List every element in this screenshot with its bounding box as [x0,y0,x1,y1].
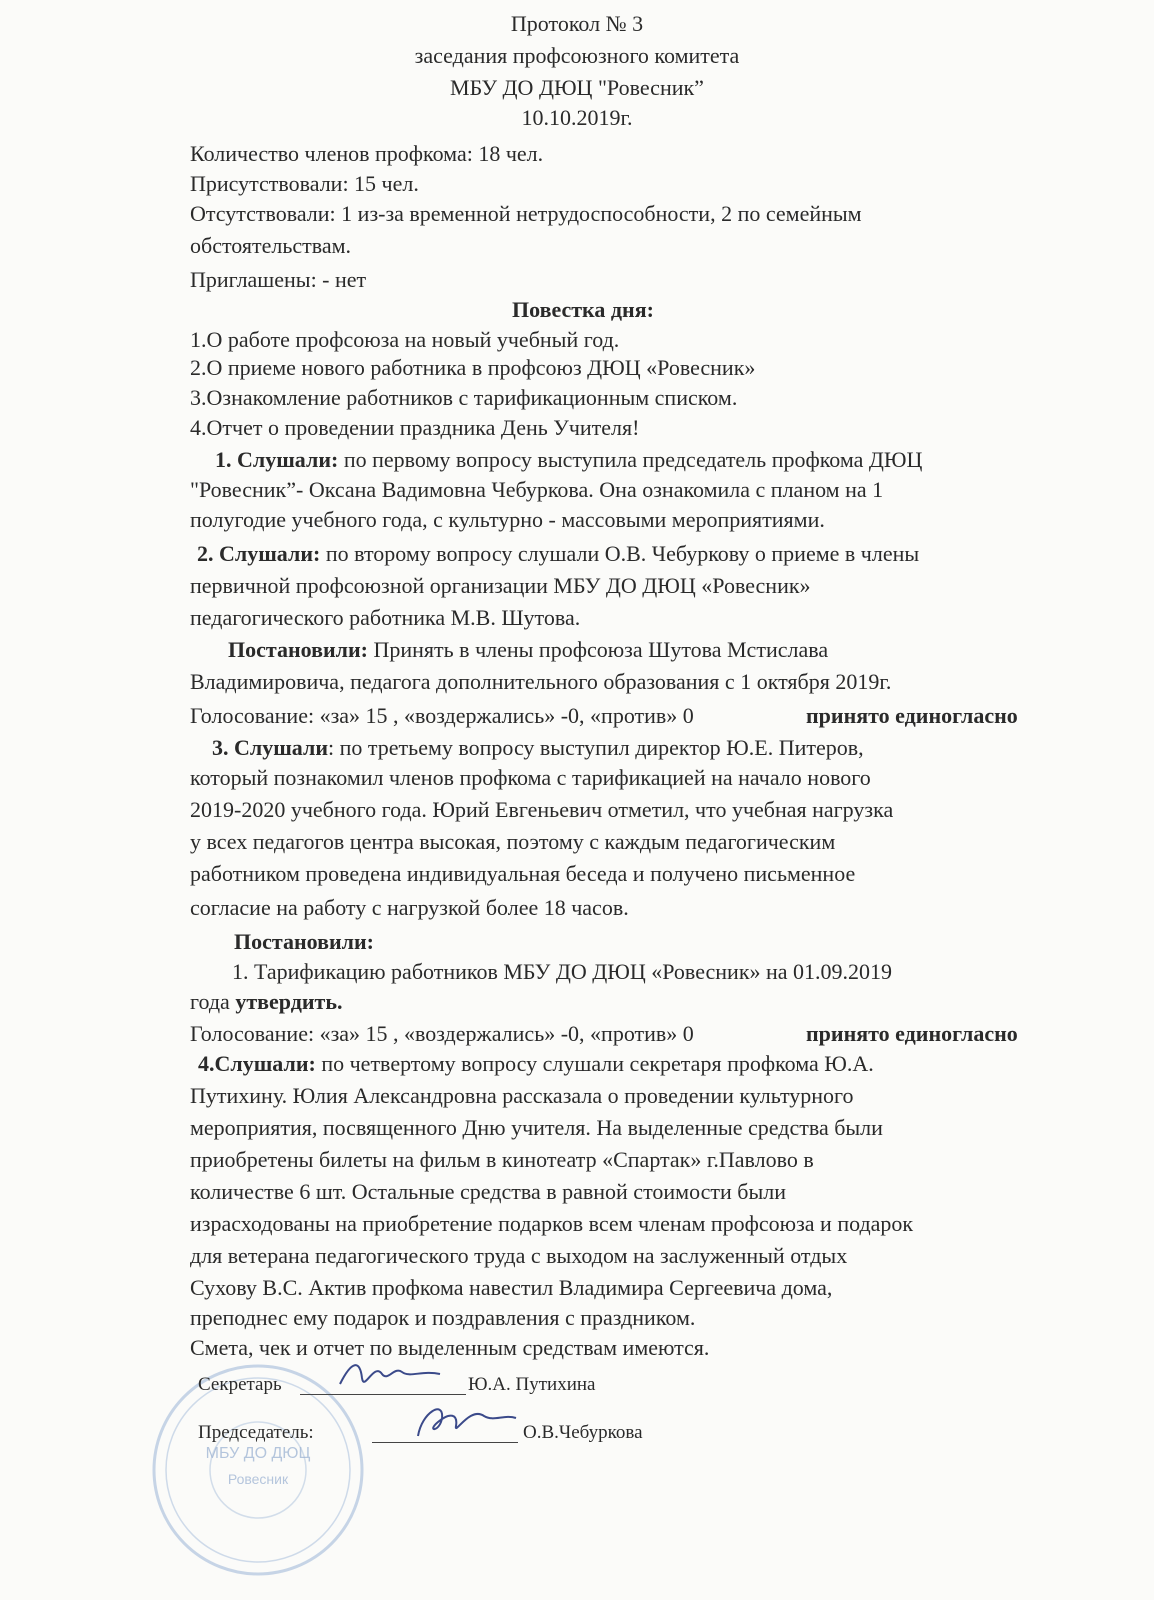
item4-line-3: мероприятия, посвященного Дню учителя. На выделенные средства были [190,1115,883,1140]
item3-vote: Голосование: «за» 15 , «воздержались» -0, «против» 0 [190,1021,694,1046]
protocol-date: 10.10.2019г. [521,105,633,130]
item4-line-5: количестве 6 шт. Остальные средства в равной стоимости были [190,1179,787,1204]
item1-line-3: полугодие учебного года, с культурно - массовыми мероприятиями. [190,507,825,532]
item3-line-6: согласие на работу с нагрузкой более 18 часов. [190,895,629,920]
item2-resolved-line-2: Владимировича, педагога дополнительного образования с 1 октября 2019г. [190,669,892,694]
chair-signature [404,1392,524,1448]
organization-name: МБУ ДО ДЮЦ "Ровесник” [450,75,704,100]
absent-line-1: Отсутствовали: 1 из-за временной нетрудоспособности, 2 по семейным [190,201,862,226]
item2-resolved-label: Постановили: [228,637,368,662]
secretary-name: Ю.А. Путихина [468,1374,596,1395]
agenda-item: 2.О приеме нового работника в профсоюз ДЮЦ «Ровесник» [190,355,756,380]
chair-role: Председатель: [198,1422,314,1443]
item2-label: 2. Слушали: [197,541,321,566]
item3-resolved-line-2 [190,988,342,1016]
present-count: Присутствовали: 15 чел. [190,171,419,196]
item3-resolved-text: года [190,989,236,1014]
item3-resolved-label: Постановили: [234,929,374,954]
item3-resolved-line-1: 1. Тарификацию работников МБУ ДО ДЮЦ «Ровесник» на 01.09.2019 [232,959,893,984]
item2-line-3: педагогического работника М.В. Шутова. [190,605,581,630]
absent-line-2: обстоятельствам. [190,233,352,258]
item3-vote-result: принято единогласно [806,1021,1018,1046]
item3-line-4: у всех педагогов центра высокая, поэтому с каждым педагогическим [190,829,836,854]
item3-approved: утвердить. [235,989,343,1014]
item4-line-8: Сухову В.С. Актив профкома навестил Владимира Сергеевича дома, [190,1275,833,1300]
item1-line-1 [215,446,922,474]
item1-line-2: "Ровесник”- Оксана Вадимовна Чебуркова. Она ознакомила с планом на 1 [190,477,884,502]
item2-text: по второму вопросу слушали О.В. Чебуркову о приеме в члены [320,541,920,566]
item2-resolved-line-1 [228,636,828,664]
agenda-item: 3.Ознакомление работников с тарификационным списком. [190,385,738,410]
item4-line-4: приобретены билеты на фильм в кинотеатр «Спартак» г.Павлово в [190,1147,814,1172]
stamp-line-2: Ровесник [227,1471,289,1487]
item2-vote-result: принято единогласно [806,703,1018,728]
protocol-subtitle: заседания профсоюзного комитета [414,43,740,68]
item2-vote: Голосование: «за» 15 , «воздержались» -0, «против» 0 [190,703,694,728]
item4-line-2: Путихину. Юлия Александровна рассказала о проведении культурного [190,1083,854,1108]
item1-text: по первому вопросу выступила председатель профкома ДЮЦ [338,447,923,472]
item2-line-1 [197,540,919,568]
item4-label: 4.Слушали: [198,1051,316,1076]
item1-label: 1. Слушали: [215,447,339,472]
protocol-title: Протокол № 3 [510,11,644,36]
item2-resolved-text: Принять в члены профсоюза Шутова Мстислава [367,637,829,662]
item3-line-5: работником проведена индивидуальная беседа и получено письменное [190,861,856,886]
item3-line-3: 2019-2020 учебного года. Юрий Евгеньевич отметил, что учебная нагрузка [190,797,894,822]
item4-line-7: для ветерана педагогического труда с выходом на заслуженный отдых [190,1243,848,1268]
agenda-heading: Повестка дня: [512,297,654,322]
agenda-item: 4.Отчет о проведении праздника День Учителя! [190,415,640,440]
secretary-role: Секретарь [198,1374,282,1395]
invited-line: Приглашены: - нет [190,267,367,292]
item3-label: 3. Слушали [212,735,329,760]
item4-line-6: израсходованы на приобретение подарков всем членам профсоюза и подарок [190,1211,914,1236]
stamp-line-1: МБУ ДО ДЮЦ [205,1445,311,1462]
item4-text: по четвертому вопросу слушали секретаря профкома Ю.А. [315,1051,874,1076]
agenda-item: 1.О работе профсоюза на новый учебный год. [190,327,620,352]
item3-line-2: который познакомил членов профкома с тарификацией на начало нового [190,765,871,790]
item4-line-9: преподнес ему подарок и поздравления с праздником. [190,1305,696,1330]
item4-line-1 [198,1050,874,1078]
chair-name: О.В.Чебуркова [523,1422,643,1443]
item3-line-1 [212,734,864,762]
item3-text: : по третьему вопросу выступил директор Ю.Е. Питеров, [328,735,864,760]
item2-line-2: первичной профсоюзной организации МБУ ДО ДЮЦ «Ровесник» [190,573,811,598]
members-count: Количество членов профкома: 18 чел. [190,141,544,166]
item4-line-10: Смета, чек и отчет по выделенным средствам имеются. [190,1335,710,1360]
